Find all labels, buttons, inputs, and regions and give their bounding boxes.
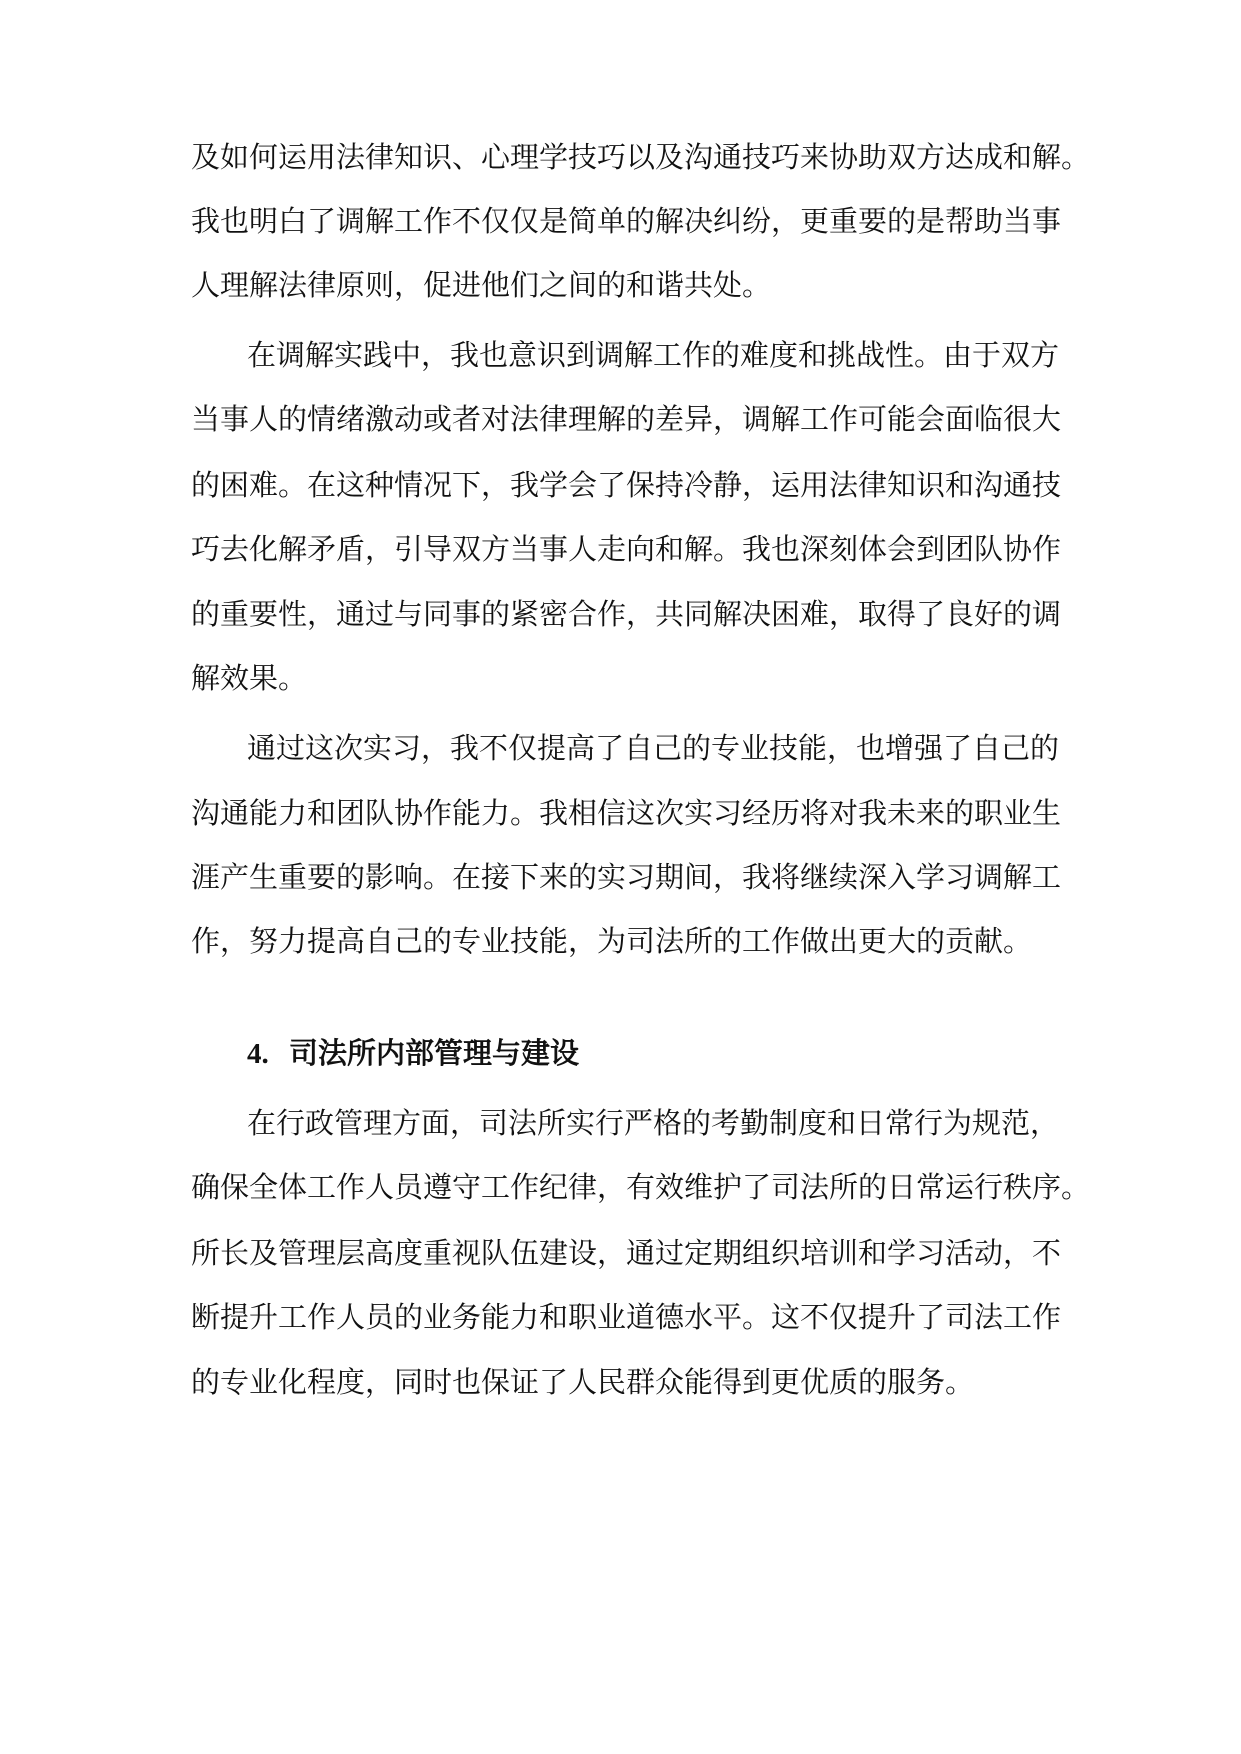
paragraph-line: 的重要性，通过与同事的紧密合作，共同解决困难，取得了良好的调	[191, 597, 1062, 631]
paragraph-line: 在调解实践中，我也意识到调解工作的难度和挑战性。由于双方	[247, 338, 1060, 372]
paragraph-line: 通过这次实习，我不仅提高了自己的专业技能，也增强了自己的	[247, 731, 1060, 765]
paragraph-line: 在行政管理方面，司法所实行严格的考勤制度和日常行为规范，	[247, 1106, 1060, 1140]
paragraph-line: 的专业化程度，同时也保证了人民群众能得到更优质的服务。	[191, 1365, 975, 1399]
section-number: 4.	[247, 1038, 269, 1070]
paragraph-line: 人理解法律原则，促进他们之间的和谐共处。	[191, 268, 772, 302]
paragraph-line: 解效果。	[191, 661, 308, 695]
paragraph-line: 及如何运用法律知识、心理学技巧以及沟通技巧来协助双方达成和解。	[191, 140, 1091, 174]
section-title: 司法所内部管理与建设	[289, 1036, 580, 1070]
paragraph-line: 巧去化解矛盾，引导双方当事人走向和解。我也深刻体会到团队协作	[191, 532, 1062, 566]
paragraph-line: 我也明白了调解工作不仅仅是简单的解决纠纷，更重要的是帮助当事	[191, 204, 1062, 238]
paragraph-line: 确保全体工作人员遵守工作纪律，有效维护了司法所的日常运行秩序。	[191, 1170, 1091, 1204]
paragraph-line: 作，努力提高自己的专业技能，为司法所的工作做出更大的贡献。	[191, 924, 1033, 958]
paragraph-line: 当事人的情绪激动或者对法律理解的差异，调解工作可能会面临很大	[191, 402, 1062, 436]
paragraph-line: 断提升工作人员的业务能力和职业道德水平。这不仅提升了司法工作	[191, 1300, 1062, 1334]
paragraph-line: 沟通能力和团队协作能力。我相信这次实习经历将对我未来的职业生	[191, 796, 1062, 830]
paragraph-line: 的困难。在这种情况下，我学会了保持冷静，运用法律知识和沟通技	[191, 468, 1062, 502]
paragraph-line: 所长及管理层高度重视队伍建设，通过定期组织培训和学习活动，不	[191, 1236, 1062, 1270]
section-heading	[247, 1036, 579, 1071]
paragraph-line: 涯产生重要的影响。在接下来的实习期间，我将继续深入学习调解工	[191, 860, 1062, 894]
